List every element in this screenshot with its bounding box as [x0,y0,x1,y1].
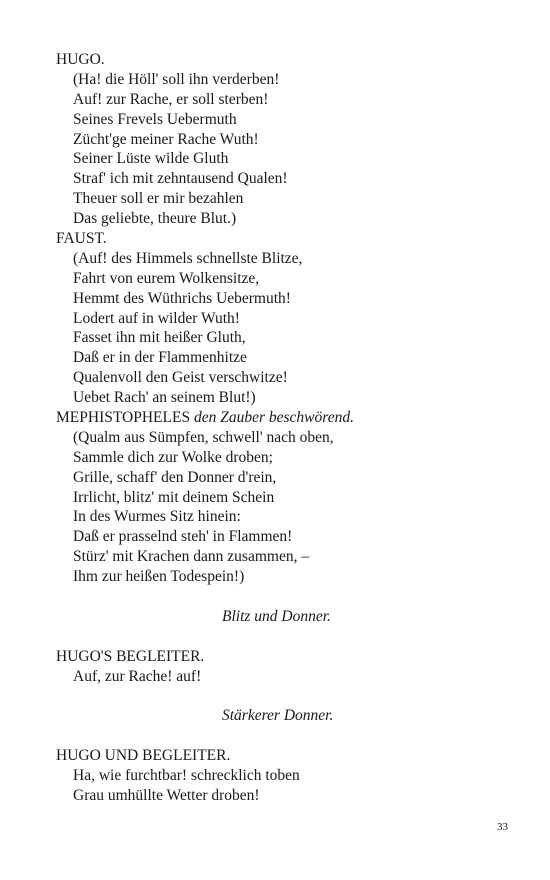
verse-line: In des Wurmes Sitz hinein: [73,508,241,526]
verse-line: Grille, schaff' den Donner d'rein, [73,468,277,486]
stage-direction: Stärkerer Donner. [222,707,334,725]
speaker-name [56,229,516,249]
verse-line: Daß er in der Flammenhitze [73,349,247,367]
speaker-name [56,408,516,428]
verse-line: Sammle dich zur Wolke droben; [73,448,273,466]
verse-line: (Ha! die Höll' soll ihn verderben! [73,70,280,88]
speaker-name [56,50,516,70]
verse-line: Seiner Lüste wilde Gluth [73,150,229,168]
verse-line: Irrlicht, blitz' mit deinem Schein [73,488,275,506]
speaker-name [56,647,516,667]
verse-line: Straf' ich mit zehntausend Qualen! [73,170,288,188]
verse-line: Ihm zur heißen Todespein!) [73,568,245,586]
verse-line: Hemmt des Wüthrichs Uebermuth! [73,289,291,307]
verse-line: Qualenvoll den Geist verschwitze! [73,369,288,387]
spacer [56,726,516,746]
verse-line: Uebet Rach' an seinem Blut!) [73,389,256,407]
play-text [56,50,516,806]
spacer [56,587,516,607]
verse-line: Auf, zur Rache! auf! [73,667,202,685]
verse-line: Daß er prasselnd steh' in Flammen! [73,528,293,546]
speaker-label: MEPHISTOPHELES [56,409,191,427]
verse-line: Das geliebte, theure Blut.) [73,210,237,228]
speaker-name [56,746,516,766]
verse-line: Zücht'ge meiner Rache Wuth! [73,130,259,148]
stage-direction: Blitz und Donner. [222,607,331,625]
speaker-label: FAUST. [56,230,107,248]
verse-line: Stürz' mit Krachen dann zusammen, – [73,548,310,566]
spacer [56,687,516,707]
speaker-label: HUGO UND BEGLEITER. [56,747,231,765]
spacer [56,627,516,647]
page-number: 33 [497,821,508,833]
verse-line: Grau umhüllte Wetter droben! [73,786,260,804]
stage-direction: den Zauber beschwörend. [193,409,354,427]
verse-line: Theuer soll er mir bezahlen [73,190,244,208]
verse-line: Ha, wie furchtbar! schrecklich toben [73,767,300,785]
verse-line: Lodert auf in wilder Wuth! [73,309,240,327]
speaker-label: HUGO'S BEGLEITER. [56,647,205,665]
verse-line: Fahrt von eurem Wolkensitze, [73,269,260,287]
verse-line: Auf! zur Rache, er soll sterben! [73,90,269,108]
verse-line: (Auf! des Himmels schnellste Blitze, [73,249,303,267]
verse-line: Seines Frevels Uebermuth [73,110,237,128]
verse-line: Fasset ihn mit heißer Gluth, [73,329,246,347]
verse-line: (Qualm aus Sümpfen, schwell' nach oben, [73,428,334,446]
speaker-label: HUGO. [56,51,105,68]
